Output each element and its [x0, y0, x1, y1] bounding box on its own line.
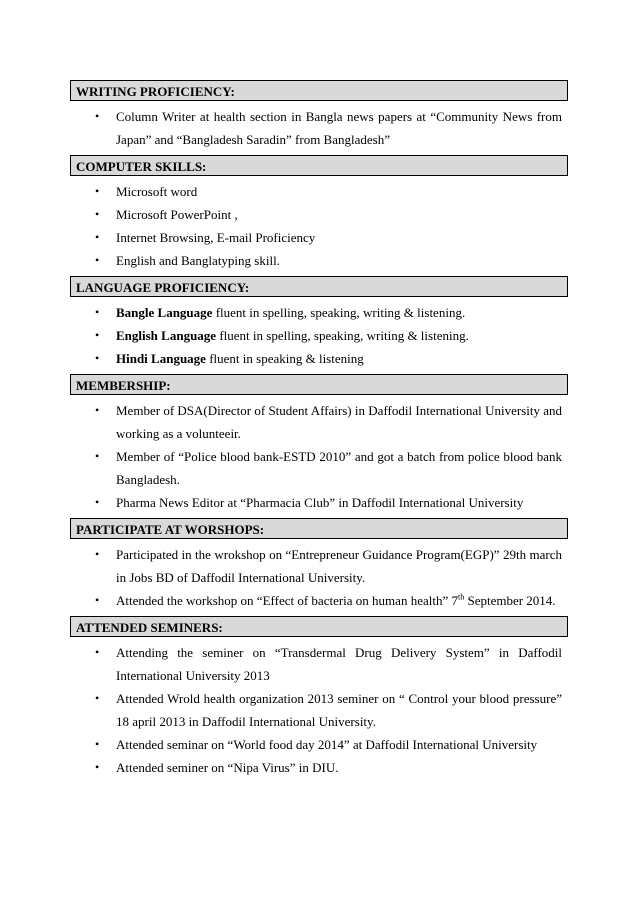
list-item: • English Language fluent in spelling, speaking, writing & listening. — [70, 324, 568, 347]
list-item: • Member of DSA(Director of Student Affairs) in Daffodil International University and working as a volunteeir. — [70, 399, 568, 445]
list-item: • Microsoft word — [70, 180, 568, 203]
bullet-icon: • — [95, 328, 100, 342]
bullet-icon: • — [95, 403, 100, 417]
bullet-icon: • — [95, 184, 100, 198]
computer-list — [70, 180, 568, 272]
bullet-icon: • — [95, 230, 100, 244]
list-item: • Attended Wrold health organization 2013 seminer on “ Control your blood pressure” 18 april 2013 in Daffodil International University. — [70, 687, 568, 733]
bullet-icon: • — [95, 547, 100, 561]
section-heading-language: LANGUAGE PROFICIENCY: — [70, 276, 568, 297]
bullet-icon: • — [95, 449, 100, 463]
list-item: • Attended the workshop on “Effect of bacteria on human health” 7th September 2014. — [70, 589, 568, 612]
list-item: • Hindi Language fluent in speaking & listening — [70, 347, 568, 370]
bullet-icon: • — [95, 691, 100, 705]
section-heading-computer: COMPUTER SKILLS: — [70, 155, 568, 176]
list-item: • Attended seminar on “World food day 2014” at Daffodil International University — [70, 733, 568, 756]
list-item: • Column Writer at health section in Bangla news papers at “Community News from Japan” and “Bangladesh Saradin” from Bangladesh” — [70, 105, 568, 151]
list-item: • Bangle Language fluent in spelling, speaking, writing & listening. — [70, 301, 568, 324]
language-list — [70, 301, 568, 370]
bullet-icon: • — [95, 737, 100, 751]
writing-list — [70, 105, 568, 151]
seminars-list — [70, 641, 568, 779]
bullet-icon: • — [95, 207, 100, 221]
workshops-list — [70, 543, 568, 612]
section-heading-writing: WRITING PROFICIENCY: — [70, 80, 568, 101]
bullet-icon: • — [95, 305, 100, 319]
list-item: • Participated in the wrokshop on “Entrepreneur Guidance Program(EGP)” 29th march in Jobs BD of Daffodil International University. — [70, 543, 568, 589]
section-heading-workshops: PARTICIPATE AT WORSHOPS: — [70, 518, 568, 539]
bullet-icon: • — [95, 109, 100, 123]
list-item: • Attended seminer on “Nipa Virus” in DIU. — [70, 756, 568, 779]
list-item: • Member of “Police blood bank-ESTD 2010” and got a batch from police blood bank Bangladesh. — [70, 445, 568, 491]
bullet-icon: • — [95, 495, 100, 509]
bullet-icon: • — [95, 760, 100, 774]
list-item: • Internet Browsing, E-mail Proficiency — [70, 226, 568, 249]
bullet-icon: • — [95, 253, 100, 267]
section-heading-membership: MEMBERSHIP: — [70, 374, 568, 395]
bullet-icon: • — [95, 645, 100, 659]
section-heading-seminars: ATTENDED SEMINERS: — [70, 616, 568, 637]
bullet-icon: • — [95, 351, 100, 365]
bullet-icon: • — [95, 593, 100, 607]
list-item: • Attending the seminer on “Transdermal Drug Delivery System” in Daffodil International University 2013 — [70, 641, 568, 687]
list-item: • Pharma News Editor at “Pharmacia Club” in Daffodil International University — [70, 491, 568, 514]
resume-content — [70, 80, 568, 779]
list-item: • English and Banglatyping skill. — [70, 249, 568, 272]
membership-list — [70, 399, 568, 514]
list-item: • Microsoft PowerPoint , — [70, 203, 568, 226]
